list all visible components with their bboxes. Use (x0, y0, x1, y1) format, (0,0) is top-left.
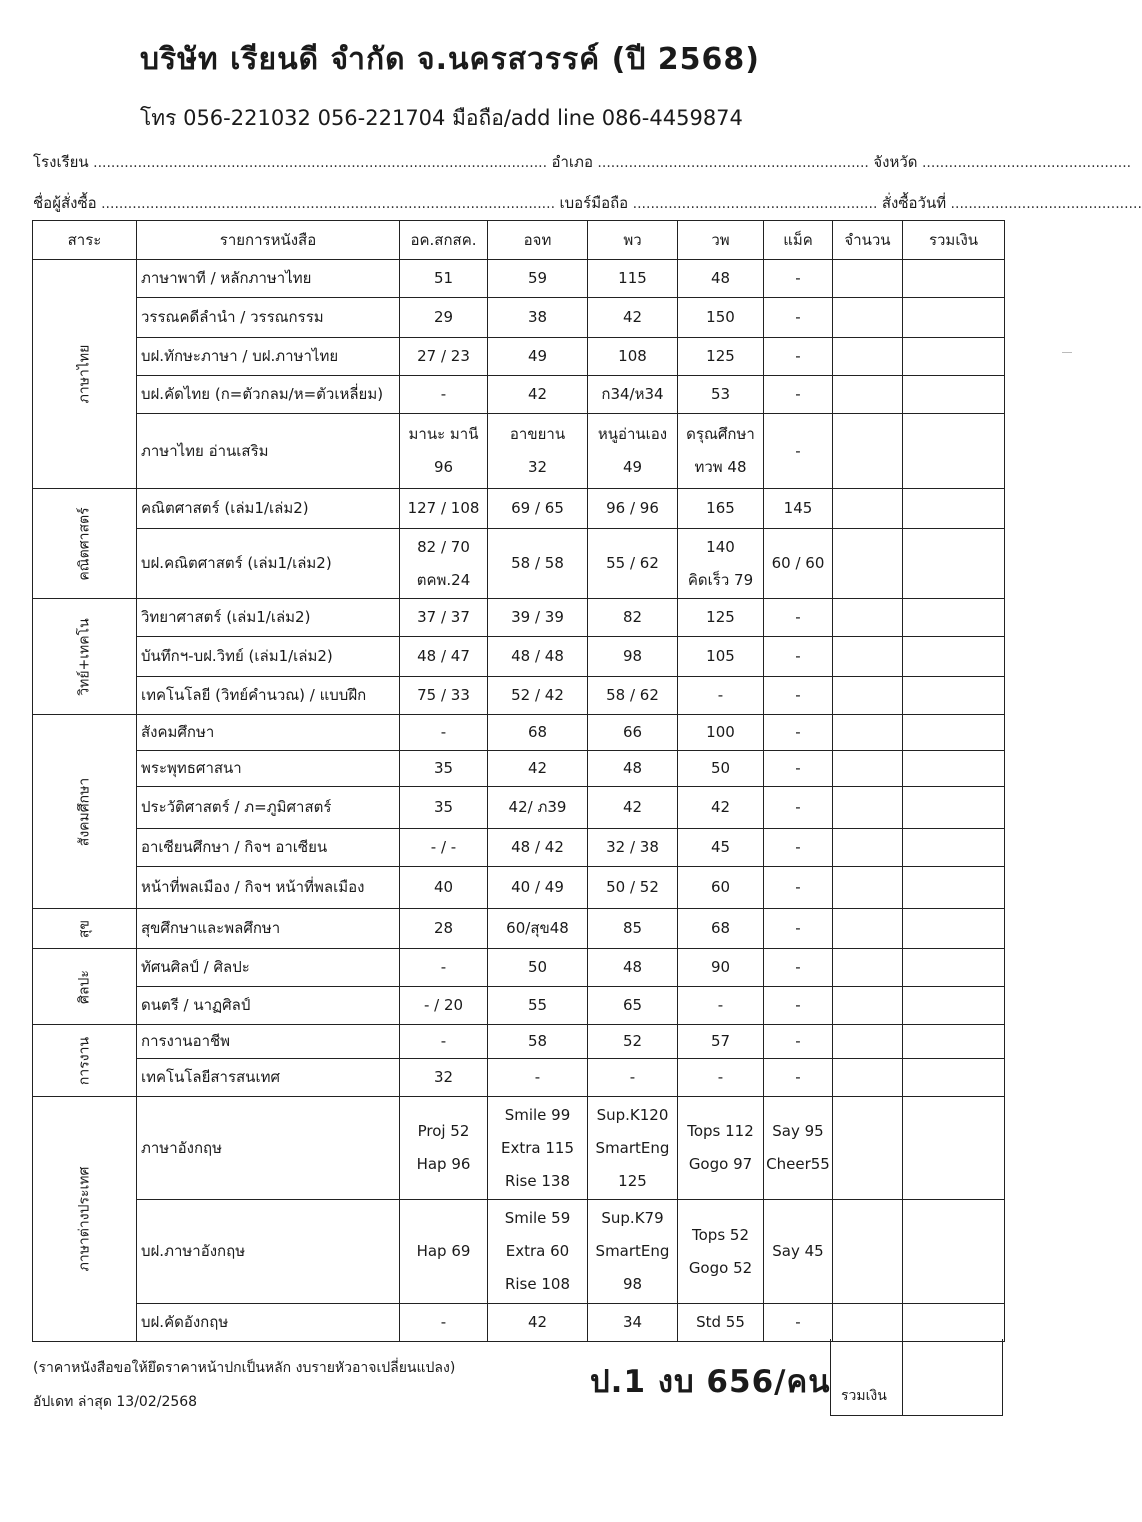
price-cell: 48 / 48 (488, 637, 588, 677)
price-cell: - (764, 599, 833, 637)
total-input-cell[interactable] (903, 787, 1005, 829)
quantity-input-cell[interactable] (833, 1304, 903, 1342)
quantity-input-cell[interactable] (833, 298, 903, 338)
price-cell: - (764, 260, 833, 298)
subject-label: สุข (76, 919, 92, 938)
header-publisher-pw: พว (588, 221, 678, 260)
total-input-cell[interactable] (903, 260, 1005, 298)
total-input-cell[interactable] (903, 338, 1005, 376)
price-cell: 42 (488, 376, 588, 414)
price-cell: 75 / 33 (400, 677, 488, 715)
table-row (33, 376, 1005, 414)
price-cell: 82 (588, 599, 678, 637)
quantity-input-cell[interactable] (833, 909, 903, 949)
price-cell: 28 (400, 909, 488, 949)
price-cell: 60 / 60 (764, 529, 833, 599)
quantity-input-cell[interactable] (833, 1097, 903, 1200)
subject-label: วิทย์+เทคโน (76, 617, 92, 696)
price-cell: - (764, 376, 833, 414)
contact-phone: โทร 056-221032 056-221704 มือถือ/add line 086-4459874 (140, 106, 743, 130)
price-cell: 37 / 37 (400, 599, 488, 637)
price-cell: 53 (678, 376, 764, 414)
price-cell: 40 / 49 (488, 867, 588, 909)
price-cell: 34 (588, 1304, 678, 1342)
book-title: วรรณคดีลำนำ / วรรณกรรม (137, 298, 400, 338)
table-row (33, 260, 1005, 298)
price-cell: 57 (678, 1025, 764, 1059)
price-cell: มานะ มานี 96 (400, 414, 488, 489)
price-cell: 51 (400, 260, 488, 298)
table-row (33, 751, 1005, 787)
table-row (33, 829, 1005, 867)
header-subject: สาระ (33, 221, 137, 260)
price-cell: 35 (400, 751, 488, 787)
quantity-input-cell[interactable] (833, 751, 903, 787)
book-title: เทคโนโลยี (วิทย์คำนวณ) / แบบฝึก (137, 677, 400, 715)
table-row (33, 298, 1005, 338)
header-publisher-wp: วพ (678, 221, 764, 260)
subject-label: สังคมศึกษา (76, 777, 92, 846)
district-field[interactable]: ............................................................. (597, 155, 869, 171)
total-input-cell[interactable] (903, 715, 1005, 751)
price-table (32, 220, 1005, 1342)
book-title: บันทึกฯ-บฝ.วิทย์ (เล่ม1/เล่ม2) (137, 637, 400, 677)
province-field[interactable]: ............................................... (921, 155, 1132, 171)
price-cell: - (764, 715, 833, 751)
total-input-cell[interactable] (903, 1097, 1005, 1200)
price-cell: ดรุณศึกษา ทวพ 48 (678, 414, 764, 489)
price-cell: - (764, 338, 833, 376)
price-cell: - (764, 909, 833, 949)
header-publisher-mac: แม็ค (764, 221, 833, 260)
price-cell: 60 (678, 867, 764, 909)
table-row (33, 1059, 1005, 1097)
subject-cell (33, 715, 137, 909)
quantity-input-cell[interactable] (833, 949, 903, 987)
price-cell: 48 (588, 949, 678, 987)
price-cell: - (764, 1304, 833, 1342)
price-cell: 125 (678, 599, 764, 637)
price-cell: 150 (678, 298, 764, 338)
price-cell: 50 (678, 751, 764, 787)
price-cell: 105 (678, 637, 764, 677)
price-cell: - (764, 987, 833, 1025)
book-title: หน้าที่พลเมือง / กิจฯ หน้าที่พลเมือง (137, 867, 400, 909)
buyer-info-line (33, 191, 1142, 215)
price-cell: 58 / 58 (488, 529, 588, 599)
header-publisher-ajt: อจท (488, 221, 588, 260)
subject-cell (33, 1097, 137, 1342)
price-cell: 85 (588, 909, 678, 949)
price-cell: 68 (488, 715, 588, 751)
total-input-cell[interactable] (903, 414, 1005, 489)
subject-cell (33, 599, 137, 715)
price-cell: 40 (400, 867, 488, 909)
header-publisher-aksorn-skss: อค.สกสค. (400, 221, 488, 260)
province-label: จังหวัด (873, 153, 918, 171)
table-row (33, 677, 1005, 715)
price-cell: - (400, 715, 488, 751)
price-cell: - / 20 (400, 987, 488, 1025)
price-cell: 115 (588, 260, 678, 298)
quantity-input-cell[interactable] (833, 829, 903, 867)
table-row (33, 1304, 1005, 1342)
table-row (33, 529, 1005, 599)
total-input-cell[interactable] (903, 909, 1005, 949)
price-cell: 58 (488, 1025, 588, 1059)
price-cell: Say 45 (764, 1200, 833, 1304)
price-cell: 125 (678, 338, 764, 376)
grand-total-box (830, 1339, 1003, 1416)
price-cell: 39 / 39 (488, 599, 588, 637)
price-cell: 82 / 70 ตคพ.24 (400, 529, 488, 599)
price-cell: 27 / 23 (400, 338, 488, 376)
subject-label: คณิตศาสตร์ (76, 506, 92, 581)
table-row (33, 637, 1005, 677)
price-cell: 55 (488, 987, 588, 1025)
district-label: อำเภอ (551, 153, 593, 171)
price-cell: - (764, 751, 833, 787)
price-cell: - (764, 1025, 833, 1059)
price-cell: - (400, 376, 488, 414)
table-row (33, 1025, 1005, 1059)
book-title: บฝ.ทักษะภาษา / บฝ.ภาษาไทย (137, 338, 400, 376)
price-cell: 29 (400, 298, 488, 338)
price-cell: 60/สุข48 (488, 909, 588, 949)
book-title: บฝ.คัดไทย (ก=ตัวกลม/ห=ตัวเหลี่ยม) (137, 376, 400, 414)
table-row (33, 414, 1005, 489)
total-input-cell[interactable] (903, 637, 1005, 677)
price-cell: 59 (488, 260, 588, 298)
subject-label: การงาน (76, 1036, 92, 1085)
price-cell: 42 (488, 751, 588, 787)
school-label: โรงเรียน (33, 153, 89, 171)
total-input-cell[interactable] (903, 1025, 1005, 1059)
quantity-input-cell[interactable] (833, 867, 903, 909)
book-title: พระพุทธศาสนา (137, 751, 400, 787)
table-row (33, 715, 1005, 751)
price-cell: 48 (678, 260, 764, 298)
quantity-input-cell[interactable] (833, 489, 903, 529)
quantity-input-cell[interactable] (833, 637, 903, 677)
price-cell: 100 (678, 715, 764, 751)
price-cell: 42 (678, 787, 764, 829)
quantity-input-cell[interactable] (833, 529, 903, 599)
table-row (33, 867, 1005, 909)
table-row (33, 1097, 1005, 1200)
total-input-cell[interactable] (903, 1059, 1005, 1097)
price-cell: - (400, 949, 488, 987)
price-cell: 52 (588, 1025, 678, 1059)
table-row (33, 987, 1005, 1025)
price-cell: - (764, 829, 833, 867)
price-cell: - (678, 1059, 764, 1097)
price-cell: Std 55 (678, 1304, 764, 1342)
price-cell: - (764, 1059, 833, 1097)
price-cell: 38 (488, 298, 588, 338)
quantity-input-cell[interactable] (833, 677, 903, 715)
price-cell: 98 (588, 637, 678, 677)
price-cell: - (764, 298, 833, 338)
price-cell: - (764, 867, 833, 909)
price-cell: - (588, 1059, 678, 1097)
quantity-input-cell[interactable] (833, 1059, 903, 1097)
quantity-input-cell[interactable] (833, 987, 903, 1025)
total-input-cell[interactable] (903, 529, 1005, 599)
book-title: อาเซียนศึกษา / กิจฯ อาเซียน (137, 829, 400, 867)
price-note: (ราคาหนังสือขอให้ยึดราคาหน้าปกเป็นหลัก งบรายหัวอาจเปลี่ยนแปลง) (33, 1360, 456, 1376)
price-cell: - (400, 1304, 488, 1342)
price-cell: หนูอ่านเอง 49 (588, 414, 678, 489)
price-cell: 52 / 42 (488, 677, 588, 715)
quantity-input-cell[interactable] (833, 599, 903, 637)
price-cell: 68 (678, 909, 764, 949)
header-total: รวมเงิน (903, 221, 1005, 260)
price-cell: Tops 112 Gogo 97 (678, 1097, 764, 1200)
book-title: เทคโนโลยีสารสนเทศ (137, 1059, 400, 1097)
quantity-input-cell[interactable] (833, 787, 903, 829)
price-cell: - (764, 787, 833, 829)
update-date: อัปเดท ล่าสุด 13/02/2568 (33, 1394, 198, 1410)
total-input-cell[interactable] (903, 599, 1005, 637)
mobile-field[interactable]: ....................................................... (632, 196, 878, 212)
price-cell: - (678, 987, 764, 1025)
subject-label: ศิลปะ (76, 969, 92, 1004)
price-cell: 145 (764, 489, 833, 529)
price-cell: 42 (588, 787, 678, 829)
price-cell: Sup.K120 SmartEng 125 (588, 1097, 678, 1200)
price-cell: 165 (678, 489, 764, 529)
quantity-input-cell[interactable] (833, 1025, 903, 1059)
price-cell: 42 (488, 1304, 588, 1342)
total-input-cell[interactable] (903, 751, 1005, 787)
total-input-cell[interactable] (903, 1304, 1005, 1342)
table-row (33, 489, 1005, 529)
quantity-input-cell[interactable] (833, 715, 903, 751)
table-row (33, 909, 1005, 949)
price-cell: - (764, 637, 833, 677)
order-date-field[interactable]: ........................................... (950, 196, 1142, 212)
price-cell: - (678, 677, 764, 715)
price-cell: 35 (400, 787, 488, 829)
book-title: วิทยาศาสตร์ (เล่ม1/เล่ม2) (137, 599, 400, 637)
price-cell: Tops 52 Gogo 52 (678, 1200, 764, 1304)
price-cell: 90 (678, 949, 764, 987)
price-cell: Smile 99 Extra 115 Rise 138 (488, 1097, 588, 1200)
price-cell: - (764, 414, 833, 489)
subject-cell (33, 1025, 137, 1097)
total-input-cell[interactable] (903, 1200, 1005, 1304)
price-cell: Smile 59 Extra 60 Rise 108 (488, 1200, 588, 1304)
price-cell: 66 (588, 715, 678, 751)
price-cell: 49 (488, 338, 588, 376)
price-cell: 42 (588, 298, 678, 338)
price-cell: ก34/ห34 (588, 376, 678, 414)
total-input-cell[interactable] (903, 949, 1005, 987)
quantity-input-cell[interactable] (833, 260, 903, 298)
book-title: ภาษาไทย อ่านเสริม (137, 414, 400, 489)
price-cell: 32 (400, 1059, 488, 1097)
price-cell: - (764, 949, 833, 987)
total-input-cell[interactable] (903, 376, 1005, 414)
price-cell: 48 / 47 (400, 637, 488, 677)
school-field[interactable]: ...................................................................................................... (93, 155, 548, 171)
school-info-line (33, 150, 1131, 174)
table-row (33, 1200, 1005, 1304)
header-quantity: จำนวน (833, 221, 903, 260)
total-input-cell[interactable] (903, 298, 1005, 338)
book-title: สุขศึกษาและพลศึกษา (137, 909, 400, 949)
quantity-input-cell[interactable] (833, 376, 903, 414)
price-cell: - (764, 677, 833, 715)
price-cell: Hap 69 (400, 1200, 488, 1304)
margin-mark (1062, 352, 1072, 353)
subject-cell (33, 949, 137, 1025)
total-input-cell[interactable] (903, 987, 1005, 1025)
price-cell: - (488, 1059, 588, 1097)
book-title: สังคมศึกษา (137, 715, 400, 751)
table-row (33, 787, 1005, 829)
book-title: ประวัติศาสตร์ / ภ=ภูมิศาสตร์ (137, 787, 400, 829)
company-title: บริษัท เรียนดี จำกัด จ.นครสวรรค์ (ปี 2568) (140, 42, 761, 77)
price-cell: Sup.K79 SmartEng 98 (588, 1200, 678, 1304)
book-title: ดนตรี / นาฏศิลป์ (137, 987, 400, 1025)
price-cell: 50 (488, 949, 588, 987)
table-row (33, 949, 1005, 987)
book-title: ภาษาพาที / หลักภาษาไทย (137, 260, 400, 298)
price-cell: 58 / 62 (588, 677, 678, 715)
quantity-input-cell[interactable] (833, 1200, 903, 1304)
total-input-cell[interactable] (903, 489, 1005, 529)
price-cell: - (400, 1025, 488, 1059)
total-input-cell[interactable] (903, 829, 1005, 867)
total-input-cell[interactable] (903, 677, 1005, 715)
book-title: ภาษาอังกฤษ (137, 1097, 400, 1200)
quantity-input-cell[interactable] (833, 338, 903, 376)
table-row (33, 599, 1005, 637)
total-divider (902, 1339, 903, 1415)
book-title: บฝ.คัดอังกฤษ (137, 1304, 400, 1342)
order-date-label: สั่งซื้อวันที่ (881, 194, 947, 212)
price-cell: 96 / 96 (588, 489, 678, 529)
book-title: คณิตศาสตร์ (เล่ม1/เล่ม2) (137, 489, 400, 529)
total-input-cell[interactable] (903, 867, 1005, 909)
price-cell: 127 / 108 (400, 489, 488, 529)
book-title: บฝ.ภาษาอังกฤษ (137, 1200, 400, 1304)
price-cell: 32 / 38 (588, 829, 678, 867)
subject-cell (33, 260, 137, 489)
price-cell: 140 คิดเร็ว 79 (678, 529, 764, 599)
price-cell: 69 / 65 (488, 489, 588, 529)
table-header-row (33, 221, 1005, 260)
price-cell: 48 (588, 751, 678, 787)
price-cell: 45 (678, 829, 764, 867)
subject-cell (33, 489, 137, 599)
price-cell: Proj 52 Hap 96 (400, 1097, 488, 1200)
book-title: ทัศนศิลป์ / ศิลปะ (137, 949, 400, 987)
price-cell: 48 / 42 (488, 829, 588, 867)
price-cell: 55 / 62 (588, 529, 678, 599)
price-cell: 50 / 52 (588, 867, 678, 909)
header-book-list: รายการหนังสือ (137, 221, 400, 260)
mobile-label: เบอร์มือถือ (559, 194, 629, 212)
book-title: การงานอาชีพ (137, 1025, 400, 1059)
budget-per-student: ป.1 งบ 656/คน (590, 1364, 831, 1400)
price-cell: 42/ ภ39 (488, 787, 588, 829)
price-cell: อาขยาน 32 (488, 414, 588, 489)
table-row (33, 338, 1005, 376)
buyer-label: ชื่อผู้สั่งซื้อ (33, 194, 97, 212)
price-cell: - / - (400, 829, 488, 867)
buyer-field[interactable]: ...................................................................................................... (101, 196, 556, 212)
price-cell: Say 95 Cheer55 (764, 1097, 833, 1200)
subject-label: ภาษาไทย (76, 344, 92, 404)
book-title: บฝ.คณิตศาสตร์ (เล่ม1/เล่ม2) (137, 529, 400, 599)
price-cell: 65 (588, 987, 678, 1025)
price-cell: 108 (588, 338, 678, 376)
subject-cell (33, 909, 137, 949)
quantity-input-cell[interactable] (833, 414, 903, 489)
grand-total-label: รวมเงิน (841, 1388, 887, 1404)
subject-label: ภาษาต่างประเทศ (76, 1166, 92, 1272)
